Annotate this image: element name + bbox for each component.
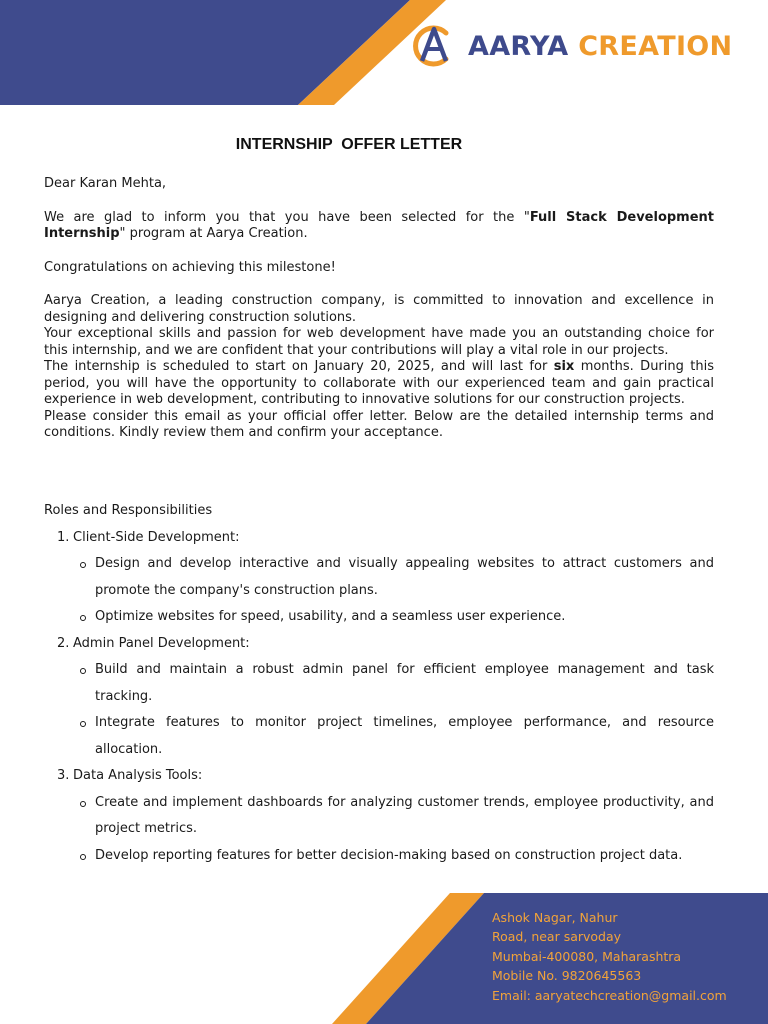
schedule-text-after: months. During this period, you will have the opportunity to collaborate with our experienced team and gain practical experience in web development, contributing to innovative solutions for our construction projects. xyxy=(44,359,714,407)
role-number: 3. xyxy=(57,768,70,783)
role-item xyxy=(44,631,714,764)
bullet-text: Design and develop interactive and visually appealing websites to attract customers and promote the company's construction plans. xyxy=(95,556,714,598)
role-number: 1. xyxy=(57,529,70,545)
schedule-text-before: The internship is scheduled to start on January 20, 2025, and will last for xyxy=(44,359,554,374)
offer-paragraph: Please consider this email as your official offer letter. Below are the detailed internship terms and conditions. Kindly review them and confirm your acceptance. xyxy=(44,408,714,440)
hollow-bullet-icon xyxy=(80,562,86,568)
intro-text-after: " program at Aarya Creation. xyxy=(119,226,308,241)
brand-name-primary: AARYA xyxy=(468,30,569,62)
bullet-text: Optimize websites for speed, usability, and a seamless user experience. xyxy=(95,609,566,624)
bullet-text: Build and maintain a robust admin panel for efficient employee management and task tracking. xyxy=(95,662,714,704)
email-address: Email: aaryatechcreation@gmail.com xyxy=(492,987,727,1003)
hollow-bullet-icon xyxy=(80,854,86,860)
bullet-item xyxy=(73,657,714,710)
role-bullets xyxy=(73,551,714,631)
salutation: Dear Karan Mehta, xyxy=(44,176,167,191)
letter-title: INTERNSHIP OFFER LETTER xyxy=(235,136,463,153)
intro-text-before: We are glad to inform you that you have been selected for the " xyxy=(44,209,530,225)
intro-paragraph xyxy=(44,210,714,243)
bullet-text: Develop reporting features for better decision-making based on construction project data. xyxy=(95,847,683,863)
role-number: 2. xyxy=(57,635,70,651)
footer-contact xyxy=(492,908,727,1005)
role-item xyxy=(44,525,714,631)
brand-name-secondary: CREATION xyxy=(578,30,733,62)
duration-value: six xyxy=(553,359,575,374)
bullet-text: Create and implement dashboards for analyzing customer trends, employee productivity, and project metrics. xyxy=(95,794,714,836)
phone-number: Mobile No. 9820645563 xyxy=(492,968,642,984)
hollow-bullet-icon xyxy=(80,615,86,621)
role-bullets xyxy=(73,790,714,870)
hollow-bullet-icon xyxy=(80,721,86,727)
congrats-line: Congratulations on achieving this milestone! xyxy=(44,259,336,275)
bullet-item xyxy=(73,790,714,843)
bullet-item xyxy=(73,551,714,604)
role-item xyxy=(44,763,714,869)
roles-section xyxy=(44,498,714,869)
brand-logo xyxy=(408,22,732,70)
role-bullets xyxy=(73,657,714,763)
bullet-item xyxy=(73,604,714,631)
hollow-bullet-icon xyxy=(80,668,86,674)
skills-paragraph: Your exceptional skills and passion for web development have made you an outstanding choice for this internship, and we are confident that your contributions will play a vital role in our projects. xyxy=(44,326,714,358)
roles-heading: Roles and Responsibilities xyxy=(44,503,213,518)
letter-body xyxy=(44,176,714,442)
aarya-creation-logo-icon xyxy=(408,21,458,71)
address-line: Road, near sarvoday xyxy=(492,929,622,945)
bullet-item xyxy=(73,710,714,763)
address-line: Mumbai-400080, Maharashtra xyxy=(492,948,682,964)
hollow-bullet-icon xyxy=(80,801,86,807)
schedule-paragraph xyxy=(44,359,714,409)
brand-name xyxy=(468,31,732,62)
bullet-text: Integrate features to monitor project timelines, employee performance, and resource allocation. xyxy=(95,715,714,757)
address-line: Ashok Nagar, Nahur xyxy=(492,910,618,925)
roles-list xyxy=(44,525,714,870)
role-title: Admin Panel Development: xyxy=(73,635,250,651)
program-name: Full Stack Development Internship xyxy=(44,209,715,241)
bullet-item xyxy=(73,843,714,870)
role-title: Data Analysis Tools: xyxy=(73,768,203,783)
company-paragraph: Aarya Creation, a leading construction company, is committed to innovation and excellence in designing and delivering construction solutions. xyxy=(44,293,714,325)
role-title: Client-Side Development: xyxy=(73,529,240,545)
